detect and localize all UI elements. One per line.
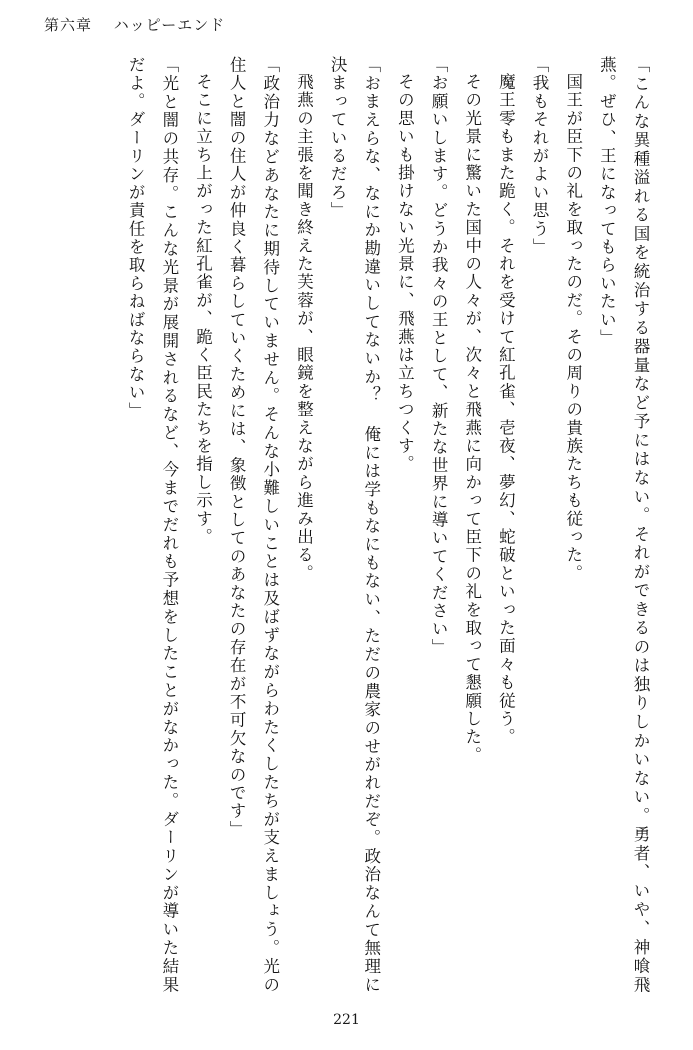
paragraph: そこに立ち上がった紅孔雀が、跪く臣民たちを指し示す。 (193, 72, 213, 546)
paragraph: 「光と闇の共存。こんな光景が展開されるなど、今までだれも予想をしたことがなかった。ダーリンが導いた結果だよ。ダーリンが責任を取らねばならない」 (126, 56, 179, 994)
paragraph: その思いも掛けない光景に、飛燕は立ちつくす。 (395, 72, 415, 473)
paragraph: 「おまえらな、なにか勘違いしてないか？ 俺には学もなにもない、ただの農家のせがれだぞ。政治なんて無理に決まっているだろ」 (328, 56, 381, 994)
paragraph: 「お願いします。どうか我々の王として、新たな世界に導いてください」 (429, 56, 449, 657)
chapter-number: 第六章 (44, 16, 93, 34)
chapter-title: ハッピーエンド (113, 16, 226, 34)
paragraph: 飛燕の主張を聞き終えた芙蓉が、眼鏡を整えながら進み出る。 (294, 72, 314, 583)
paragraph: 「こんな異種溢れる国を統治する器量など予にはない。それができるのは独りしかいない。勇者、いや、神喰飛燕。ぜひ、王になってもらいたい」 (597, 56, 650, 994)
vertical-text-block (119, 56, 658, 994)
running-header (44, 14, 225, 35)
paragraph: 「我もそれがよい思う」 (530, 56, 550, 257)
paragraph: その光景に驚いた国中の人々が、次々と飛燕に向かって臣下の礼を取って懇願した。 (462, 72, 482, 765)
paragraph: 魔王零もまた跪く。それを受けて紅孔雀、壱夜、夢幻、蛇破といった面々も従う。 (496, 72, 516, 746)
paragraph: 「政治力などあなたに期待していません。そんな小難しいことは及ばずながらわたくしたちが支えましょう。光の住人と闇の住人が仲良く暮らしていくためには、象徴としてのあなたの存在が不可欠なのです」 (227, 56, 280, 994)
body-text-area (40, 56, 657, 996)
page-number: 221 (333, 1012, 360, 1028)
paragraph: 国王が臣下の礼を取ったのだ。その周りの貴族たちも従った。 (563, 72, 583, 583)
